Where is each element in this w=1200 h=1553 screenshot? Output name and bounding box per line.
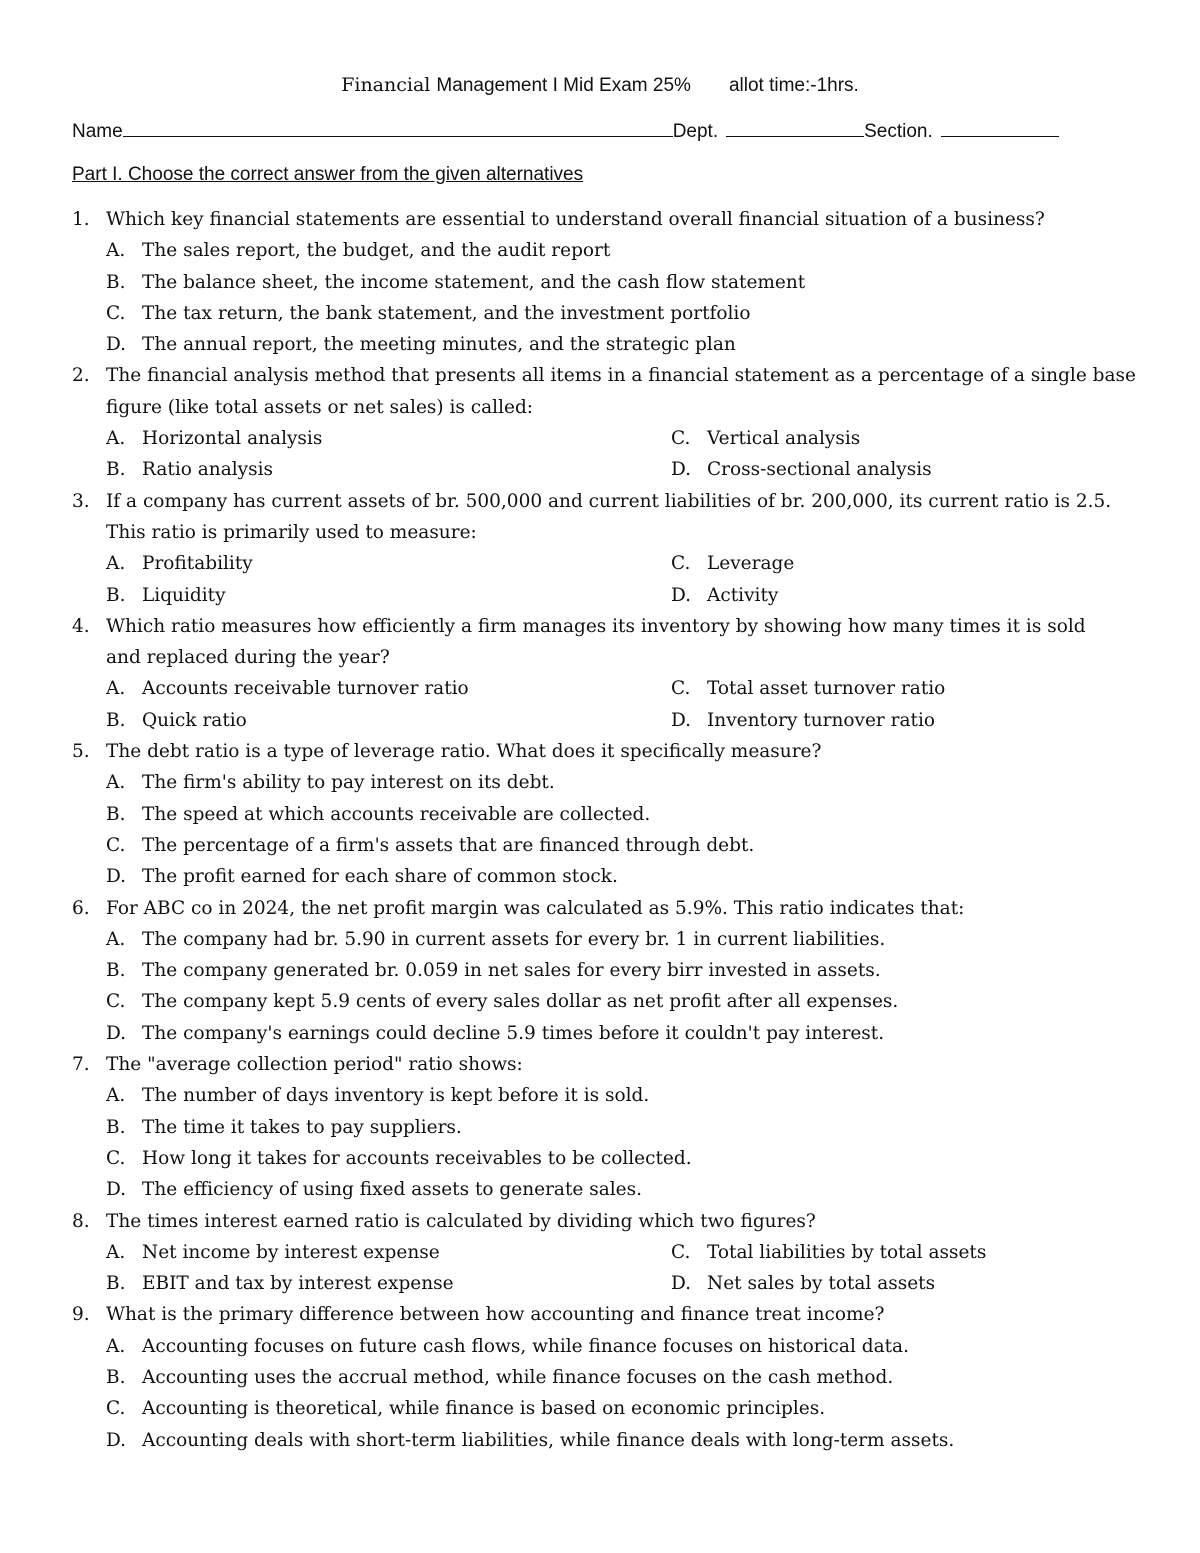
option-text: EBIT and tax by interest expense [142, 1273, 454, 1295]
option-letter: C. [106, 302, 126, 324]
options-row [72, 1268, 1142, 1299]
option-text: Net income by interest expense [142, 1241, 440, 1263]
question-number: 4. [72, 615, 90, 637]
option-text: Accounting focuses on future cash flows, while finance focuses on historical data. [142, 1335, 909, 1357]
option-text: Total asset turnover ratio [707, 678, 946, 700]
option-letter: C. [671, 428, 691, 450]
question-number: 9. [72, 1304, 90, 1326]
option-letter: D. [106, 334, 127, 356]
options-row [72, 454, 1142, 485]
option-text: The company had br. 5.90 in current assets for every br. 1 in current liabilities. [142, 928, 886, 950]
question-item [72, 611, 1142, 736]
question-line [72, 360, 1142, 391]
option-letter: D. [106, 1179, 127, 1201]
option-letter: D. [671, 1273, 692, 1295]
part-heading: Part I. Choose the correct answer from the given alternatives [72, 164, 584, 185]
options-row [72, 1237, 1142, 1268]
options-row [72, 1331, 1142, 1362]
option-letter: A. [106, 928, 126, 950]
section-label: Section. [864, 121, 933, 142]
option-text: The efficiency of using fixed assets to generate sales. [142, 1179, 642, 1201]
option-text: Profitability [142, 553, 253, 575]
question-line [72, 736, 1142, 767]
option-text: Leverage [707, 553, 795, 575]
option-letter: A. [106, 772, 126, 794]
option-text: The company kept 5.9 cents of every sales dollar as net profit after all expenses. [142, 991, 899, 1013]
question-line [72, 392, 1142, 423]
question-item [72, 1049, 1142, 1205]
question-text: figure (like total assets or net sales) is called: [106, 396, 534, 418]
option-letter: C. [671, 1241, 691, 1263]
name-field[interactable] [123, 118, 673, 137]
option-text: Accounting uses the accrual method, while finance focuses on the cash method. [142, 1366, 894, 1388]
question-line [72, 1299, 1142, 1330]
question-item [72, 1206, 1142, 1300]
option-letter: B. [106, 1366, 126, 1388]
options-row [72, 1174, 1142, 1205]
option-text: The profit earned for each share of common stock. [142, 866, 618, 888]
option-text: Net sales by total assets [707, 1273, 936, 1295]
option-text: Liquidity [142, 584, 226, 606]
question-text: If a company has current assets of br. 500,000 and current liabilities of br. 200,000, its current ratio is 2.5. [106, 490, 1112, 512]
option-letter: B. [106, 1273, 126, 1295]
option-letter: D. [106, 1429, 127, 1451]
time-allotment: allot time:-1hrs. [728, 75, 859, 96]
option-text: Accounts receivable turnover ratio [142, 678, 469, 700]
option-text: Horizontal analysis [142, 428, 323, 450]
option-letter: C. [671, 553, 691, 575]
question-line [72, 642, 1142, 673]
options-row [72, 924, 1142, 955]
option-text: The company generated br. 0.059 in net sales for every birr invested in assets. [142, 960, 881, 982]
option-letter: A. [106, 428, 126, 450]
options-row [72, 830, 1142, 861]
options-row [72, 986, 1142, 1017]
question-list [72, 204, 1142, 1456]
option-letter: D. [106, 866, 127, 888]
option-letter: A. [106, 1241, 126, 1263]
option-letter: A. [106, 240, 126, 262]
options-row [72, 1143, 1142, 1174]
options-row [72, 861, 1142, 892]
question-number: 5. [72, 741, 90, 763]
option-text: Accounting deals with short-term liabilities, while finance deals with long-term assets. [142, 1429, 955, 1451]
option-text: Inventory turnover ratio [707, 709, 936, 731]
option-letter: A. [106, 1085, 126, 1107]
question-number: 2. [72, 365, 90, 387]
question-text: What is the primary difference between how accounting and finance treat income? [106, 1304, 885, 1326]
option-text: The annual report, the meeting minutes, and the strategic plan [142, 334, 736, 356]
option-letter: C. [106, 1398, 126, 1420]
question-line [72, 486, 1142, 517]
option-letter: B. [106, 803, 126, 825]
question-text: The times interest earned ratio is calculated by dividing which two figures? [106, 1210, 816, 1232]
title-part1: Financial [341, 74, 437, 96]
question-item [72, 893, 1142, 1049]
option-letter: C. [671, 678, 691, 700]
options-row [72, 1393, 1142, 1424]
options-row [72, 267, 1142, 298]
question-text: The "average collection period" ratio shows: [106, 1054, 523, 1076]
question-item [72, 736, 1142, 892]
question-line [72, 1049, 1142, 1080]
question-item [72, 486, 1142, 611]
option-letter: D. [671, 709, 692, 731]
option-text: The sales report, the budget, and the audit report [142, 240, 611, 262]
options-row [72, 1112, 1142, 1143]
option-letter: A. [106, 553, 126, 575]
options-row [72, 548, 1142, 579]
options-row [72, 767, 1142, 798]
question-line [72, 204, 1142, 235]
option-text: Cross-sectional analysis [707, 459, 932, 481]
option-text: How long it takes for accounts receivables to be collected. [142, 1147, 692, 1169]
options-row [72, 705, 1142, 736]
option-text: The firm's ability to pay interest on its debt. [142, 772, 555, 794]
option-letter: B. [106, 1116, 126, 1138]
options-row [72, 673, 1142, 704]
options-row [72, 1425, 1142, 1456]
question-line [72, 893, 1142, 924]
option-letter: D. [106, 1022, 127, 1044]
options-row [72, 329, 1142, 360]
options-row [72, 1080, 1142, 1111]
question-text: The debt ratio is a type of leverage ratio. What does it specifically measure? [106, 741, 822, 763]
question-item [72, 1299, 1142, 1455]
option-letter: B. [106, 459, 126, 481]
options-row [72, 955, 1142, 986]
question-text: Which key financial statements are essential to understand overall financial situation of a business? [106, 209, 1045, 230]
option-letter: A. [106, 678, 126, 700]
question-number: 7. [72, 1054, 90, 1076]
student-info-line [72, 118, 1082, 143]
option-text: Total liabilities by total assets [707, 1241, 987, 1263]
question-item [72, 204, 1142, 360]
option-text: Ratio analysis [142, 459, 273, 481]
option-text: Vertical analysis [707, 428, 861, 450]
name-label: Name [72, 121, 123, 142]
question-text: Which ratio measures how efficiently a firm manages its inventory by showing how many times it is sold [106, 615, 1086, 637]
options-row [72, 1018, 1142, 1049]
question-number: 3. [72, 490, 90, 512]
option-text: The number of days inventory is kept before it is sold. [142, 1085, 650, 1107]
question-text: For ABC co in 2024, the net profit margin was calculated as 5.9%. This ratio indicates that: [106, 897, 965, 919]
question-line [72, 517, 1142, 548]
question-line [72, 611, 1142, 642]
option-text: The company's earnings could decline 5.9 times before it couldn't pay interest. [142, 1022, 885, 1044]
question-text: The financial analysis method that presents all items in a financial statement as a percentage of a single base [106, 365, 1136, 387]
option-text: The speed at which accounts receivable are collected. [142, 803, 651, 825]
option-text: Activity [707, 584, 779, 606]
options-row [72, 580, 1142, 611]
section-field[interactable] [941, 118, 1059, 137]
option-text: Quick ratio [142, 709, 247, 731]
option-letter: C. [106, 991, 126, 1013]
option-letter: D. [671, 459, 692, 481]
exam-title [0, 74, 1200, 97]
question-number: 8. [72, 1210, 90, 1232]
option-text: The percentage of a firm's assets that are financed through debt. [142, 834, 755, 856]
option-letter: B. [106, 960, 126, 982]
options-row [72, 235, 1142, 266]
option-letter: D. [671, 584, 692, 606]
question-item [72, 360, 1142, 485]
question-number: 1. [72, 209, 90, 230]
options-row [72, 799, 1142, 830]
option-text: The balance sheet, the income statement, and the cash flow statement [142, 271, 806, 293]
options-row [72, 1362, 1142, 1393]
option-text: The tax return, the bank statement, and the investment portfolio [142, 302, 751, 324]
option-letter: A. [106, 1335, 126, 1357]
question-text: and replaced during the year? [106, 647, 390, 669]
title-part2: Management I Mid Exam 25% [436, 75, 691, 96]
option-letter: C. [106, 1147, 126, 1169]
dept-field[interactable] [726, 118, 864, 137]
dept-label: Dept. [672, 121, 719, 142]
option-text: The time it takes to pay suppliers. [142, 1116, 462, 1138]
question-text: This ratio is primarily used to measure: [106, 521, 477, 543]
option-text: Accounting is theoretical, while finance is based on economic principles. [142, 1398, 826, 1420]
question-line [72, 1206, 1142, 1237]
option-letter: B. [106, 271, 126, 293]
options-row [72, 423, 1142, 454]
question-number: 6. [72, 897, 90, 919]
option-letter: B. [106, 709, 126, 731]
options-row [72, 298, 1142, 329]
option-letter: B. [106, 584, 126, 606]
option-letter: C. [106, 834, 126, 856]
